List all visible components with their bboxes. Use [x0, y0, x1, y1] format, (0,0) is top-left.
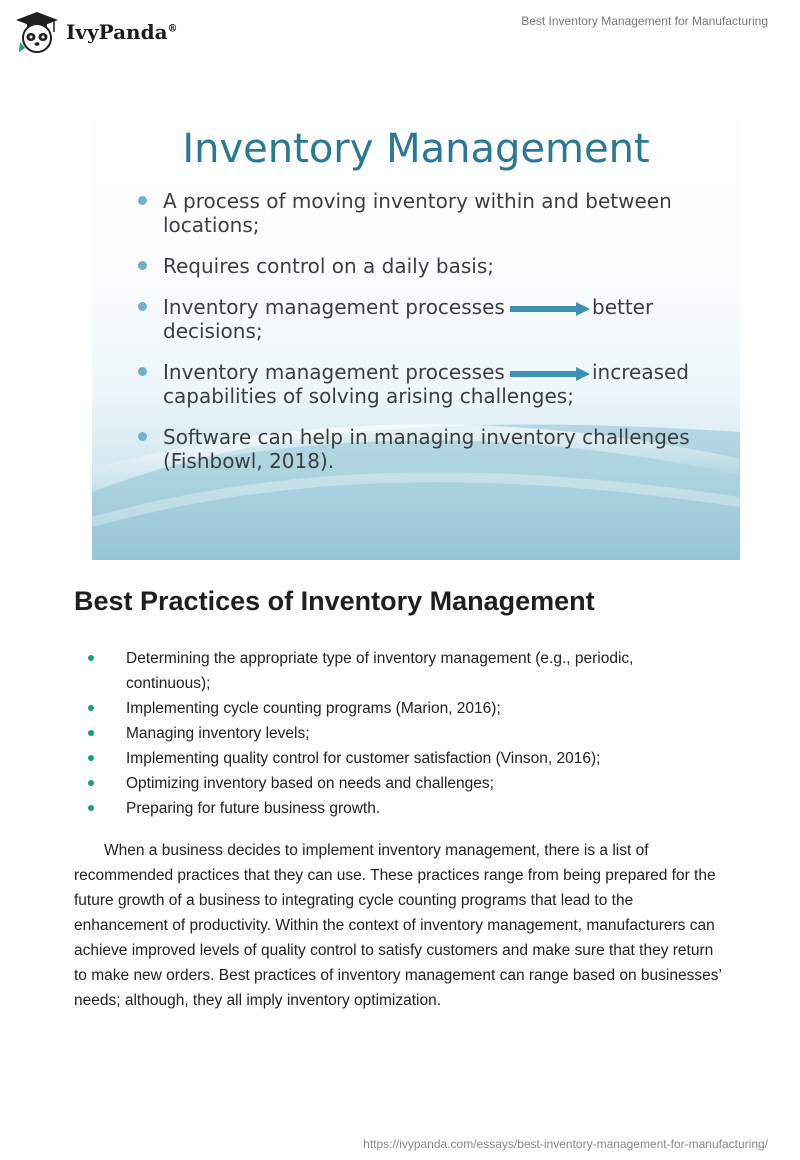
list-item: Managing inventory levels; — [88, 721, 718, 746]
slide-bullet-1: A process of moving inventory within and between locations; — [163, 189, 672, 237]
panda-graduate-icon — [14, 10, 60, 54]
slide-bullet-4-tail: increased — [592, 360, 689, 384]
ivypanda-logo[interactable] — [14, 10, 178, 54]
source-url-link[interactable]: https://ivypanda.com/essays/best-inventory-management-for-manufacturing/ — [363, 1137, 768, 1151]
slide-bullet-dot — [138, 196, 147, 205]
slide-bullet-3: Inventory management processes decisions; — [163, 295, 505, 343]
right-arrow-icon — [510, 367, 590, 381]
list-item: Preparing for future business growth. — [88, 796, 718, 821]
slide-image — [92, 72, 740, 560]
slide-bullet-5: Software can help in managing inventory challenges (Fishbowl, 2018). — [163, 425, 690, 473]
slide-bullet-3-tail: better — [592, 295, 654, 319]
section-heading: Best Practices of Inventory Management — [74, 586, 595, 616]
body-paragraph: When a business decides to implement inventory management, there is a list of recommended practices that they can use. These practices range from being prepared for the future growth of a business to integrating cycle counting programs that lead to the enhancement of productivity. Within the context of inventory management, manufacturers can achieve improved levels of quality control to satisfy customers and make sure that they return to make new orders. Best practices of inventory management can range based on businesses’ needs; although, they all imply inventory optimization. — [74, 842, 722, 1009]
slide-bullet-dot — [138, 261, 147, 270]
slide-bullet-dot — [138, 367, 147, 376]
slide-bullet-4: Inventory management processes capabilities of solving arising challenges; — [163, 360, 574, 408]
brand-name: IvyPanda® — [66, 20, 178, 44]
page-header — [0, 0, 800, 70]
slide-title: Inventory Management — [182, 126, 650, 172]
list-item: Determining the appropriate type of inventory management (e.g., periodic, continuous); — [88, 646, 718, 696]
best-practices-list — [88, 646, 718, 821]
slide-bullet-dot — [138, 302, 147, 311]
list-item: Implementing quality control for customer satisfaction (Vinson, 2016); — [88, 746, 718, 771]
list-item: Optimizing inventory based on needs and challenges; — [88, 771, 718, 796]
slide-bullet-2: Requires control on a daily basis; — [163, 254, 495, 278]
list-item: Implementing cycle counting programs (Marion, 2016); — [88, 696, 718, 721]
document-title: Best Inventory Management for Manufacturing — [521, 14, 768, 28]
slide-bullet-dot — [138, 432, 147, 441]
right-arrow-icon — [510, 302, 590, 316]
